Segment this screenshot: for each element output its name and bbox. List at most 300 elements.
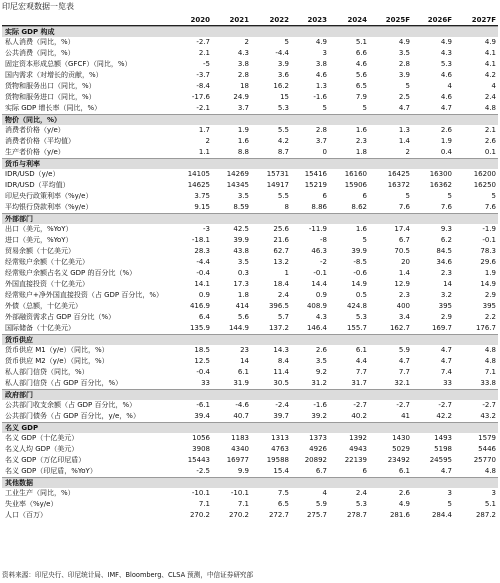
table-row: [2, 59, 498, 70]
value-cell: 19588: [266, 456, 289, 464]
value-cell: 15731: [266, 170, 289, 178]
value-cell: [172, 478, 212, 488]
value-cell: 4.1: [484, 60, 496, 68]
value-cell: 5.3: [277, 104, 289, 112]
table-row: [2, 37, 498, 48]
value-cell: 12.5: [194, 357, 210, 365]
row-label: 货币供应 M1（y/e）（同比，%）: [5, 346, 109, 354]
value-cell: -8.4: [196, 82, 210, 90]
row-label: 货币供应 M2（y/e）（同比，%）: [5, 357, 109, 365]
value-cell: 3: [322, 49, 327, 57]
value-cell: [412, 214, 454, 224]
value-cell: 18: [240, 82, 249, 90]
macro-data-table: [2, 14, 498, 521]
value-cell: 4.9: [398, 38, 410, 46]
value-cell: 5: [405, 82, 410, 90]
value-cell: -0.4: [196, 368, 210, 376]
value-cell: 169.7: [431, 324, 452, 332]
value-cell: 39.4: [194, 412, 210, 420]
header-year-cell: 2025F: [385, 16, 410, 24]
value-cell: 6.7: [315, 467, 327, 475]
row-label: 实际 GDP 增长率（同比，%）: [5, 104, 102, 112]
value-cell: 135.9: [189, 324, 210, 332]
table-row: [2, 499, 498, 510]
value-cell: 1.9: [440, 137, 452, 145]
value-cell: 14: [240, 357, 249, 365]
value-cell: [291, 27, 329, 37]
value-cell: 33.8: [480, 379, 496, 387]
value-cell: 13.2: [273, 258, 289, 266]
value-cell: 16200: [473, 170, 496, 178]
value-cell: 22139: [344, 456, 367, 464]
value-cell: -2.7: [396, 401, 410, 409]
row-label: 公共部门债务（占 GDP 百分比，y/e，%）: [5, 412, 140, 420]
value-cell: 3.7: [315, 137, 327, 145]
value-cell: 1392: [349, 434, 367, 442]
value-cell: 1.8: [237, 291, 249, 299]
table-row: [2, 180, 498, 191]
value-cell: [212, 115, 251, 125]
value-cell: 0.4: [440, 148, 452, 156]
value-cell: [212, 214, 251, 224]
value-cell: [369, 27, 412, 37]
row-label: 固定资本形成总额（GFCF）（同比，%）: [5, 60, 132, 68]
value-cell: 2.8: [315, 126, 327, 134]
value-cell: 14.4: [311, 280, 327, 288]
value-cell: 31.7: [351, 379, 367, 387]
value-cell: 4.2: [484, 71, 496, 79]
value-cell: [291, 159, 329, 169]
table-row: [2, 488, 498, 499]
value-cell: 14.3: [273, 346, 289, 354]
value-cell: 31.2: [311, 379, 327, 387]
value-cell: 18.4: [273, 280, 289, 288]
value-cell: [412, 27, 454, 37]
value-cell: 5198: [434, 445, 452, 453]
value-cell: 4.8: [484, 467, 496, 475]
row-label: IDR/USD（y/e）: [5, 170, 60, 178]
value-cell: -10.1: [191, 489, 210, 497]
row-label: 印尼央行政策利率（%y/e）: [5, 192, 93, 200]
table-row: [2, 235, 498, 246]
value-cell: 4.7: [398, 104, 410, 112]
value-cell: 1.4: [398, 137, 410, 145]
value-cell: 1056: [192, 434, 210, 442]
value-cell: 16.2: [273, 82, 289, 90]
row-label: 生产者价格（y/e）: [5, 148, 65, 156]
table-row: [2, 268, 498, 279]
section-title: 其他数据: [5, 479, 33, 487]
value-cell: 5: [447, 192, 452, 200]
value-cell: 9.2: [315, 368, 327, 376]
value-cell: [212, 390, 251, 400]
value-cell: 7.7: [355, 368, 367, 376]
section-title: 政府部门: [5, 391, 33, 399]
value-cell: 24595: [429, 456, 452, 464]
value-cell: 15416: [304, 170, 327, 178]
table-row: [2, 103, 498, 114]
value-cell: [454, 115, 498, 125]
value-cell: 4.6: [315, 71, 327, 79]
value-cell: 5.1: [484, 500, 496, 508]
value-cell: [212, 27, 251, 37]
section-title: 实际 GDP 构成: [5, 28, 55, 36]
value-cell: 1: [284, 269, 289, 277]
row-label: 贸易余额（十亿美元）: [5, 247, 75, 255]
row-label: 名义 GDP（印尼盾，%YoY）: [5, 467, 97, 475]
header-year-cell: 2023: [307, 16, 327, 24]
value-cell: 42.5: [233, 225, 249, 233]
value-cell: 5: [322, 104, 327, 112]
table-row: [2, 136, 498, 147]
value-cell: [251, 214, 291, 224]
value-cell: 3.5: [237, 192, 249, 200]
value-cell: 9.15: [194, 203, 210, 211]
row-label: 公共消费（同比，%）: [5, 49, 75, 57]
value-cell: 176.7: [475, 324, 496, 332]
value-cell: 4.3: [237, 49, 249, 57]
value-cell: 4: [447, 82, 452, 90]
value-cell: 5.3: [355, 500, 367, 508]
value-cell: 2.8: [237, 71, 249, 79]
row-label: 经常账户余额（十亿美元）: [5, 258, 89, 266]
section-title: 货币与利率: [5, 160, 40, 168]
value-cell: 9.3: [440, 225, 452, 233]
value-cell: 6: [362, 467, 367, 475]
row-label: 外部融资需求占 GDP 百分比（%）: [5, 313, 116, 321]
header-year-cell: 2022: [269, 16, 289, 24]
row-label: 公共部门收支余额（占 GDP 百分比，%）: [5, 401, 137, 409]
table-row: [2, 81, 498, 92]
value-cell: 16362: [429, 181, 452, 189]
table-row: [2, 169, 498, 180]
value-cell: 46.3: [311, 247, 327, 255]
value-cell: 5.9: [315, 500, 327, 508]
value-cell: [212, 159, 251, 169]
value-cell: 20: [401, 258, 410, 266]
value-cell: -0.1: [313, 269, 327, 277]
value-cell: [329, 214, 369, 224]
value-cell: 424.8: [346, 302, 367, 310]
value-cell: 2.1: [484, 126, 496, 134]
table-row: [2, 257, 498, 268]
value-cell: -0.6: [353, 269, 367, 277]
value-cell: 7.6: [440, 203, 452, 211]
value-cell: 43.8: [233, 247, 249, 255]
row-label: 人口（百万）: [5, 511, 47, 519]
value-cell: [369, 390, 412, 400]
value-cell: 4.8: [484, 104, 496, 112]
value-cell: 6.5: [277, 500, 289, 508]
value-cell: 2: [244, 38, 249, 46]
value-cell: [412, 335, 454, 345]
value-cell: 4.9: [484, 38, 496, 46]
value-cell: 4.3: [440, 49, 452, 57]
value-cell: 24.9: [233, 93, 249, 101]
value-cell: 8.8: [237, 148, 249, 156]
value-cell: 270.2: [189, 511, 210, 519]
value-cell: 1373: [309, 434, 327, 442]
value-cell: 4.8: [484, 357, 496, 365]
table-row: [2, 400, 498, 411]
table-row: [2, 224, 498, 235]
value-cell: [212, 335, 251, 345]
value-cell: 5.5: [277, 126, 289, 134]
value-cell: 14269: [226, 170, 249, 178]
value-cell: -2.1: [196, 104, 210, 112]
value-cell: -4.4: [196, 258, 210, 266]
value-cell: 2.3: [440, 269, 452, 277]
value-cell: 14625: [187, 181, 210, 189]
value-cell: 3.5: [315, 357, 327, 365]
table-row: [2, 246, 498, 257]
value-cell: [329, 159, 369, 169]
value-cell: 16372: [387, 181, 410, 189]
value-cell: [412, 115, 454, 125]
value-cell: [454, 27, 498, 37]
value-cell: -2.5: [196, 467, 210, 475]
value-cell: 21.6: [273, 236, 289, 244]
value-cell: 14: [443, 280, 452, 288]
value-cell: -1.6: [313, 93, 327, 101]
value-cell: 2.8: [398, 60, 410, 68]
section-header-row: [2, 158, 498, 169]
value-cell: 7.1: [198, 500, 210, 508]
value-cell: [172, 390, 212, 400]
table-row: [2, 455, 498, 466]
value-cell: 1183: [231, 434, 249, 442]
value-cell: 396.5: [268, 302, 289, 310]
value-cell: 3.2: [440, 291, 452, 299]
value-cell: 1.8: [355, 148, 367, 156]
row-label: 消费者价格（平均值）: [5, 137, 75, 145]
section-header-row: [2, 389, 498, 400]
value-cell: 6.7: [398, 236, 410, 244]
value-cell: 31.9: [233, 379, 249, 387]
row-label: 私人部门信贷（占 GDP 百分比，%）: [5, 379, 123, 387]
value-cell: 14917: [266, 181, 289, 189]
value-cell: 16160: [344, 170, 367, 178]
table-row: [2, 345, 498, 356]
table-row: [2, 279, 498, 290]
value-cell: [291, 214, 329, 224]
value-cell: 7.7: [398, 368, 410, 376]
row-label: 进口（美元，%YoY）: [5, 236, 73, 244]
value-cell: 284.4: [431, 511, 452, 519]
value-cell: 2.3: [398, 291, 410, 299]
value-cell: 3.8: [237, 60, 249, 68]
table-row: [2, 367, 498, 378]
value-cell: 3.5: [398, 49, 410, 57]
value-cell: 0.3: [237, 269, 249, 277]
value-cell: 4.9: [440, 38, 452, 46]
value-cell: [172, 214, 212, 224]
value-cell: 3908: [192, 445, 210, 453]
value-cell: 9.9: [237, 467, 249, 475]
value-cell: 2.6: [315, 346, 327, 354]
table-row: [2, 191, 498, 202]
value-cell: [291, 115, 329, 125]
value-cell: [251, 159, 291, 169]
value-cell: 5446: [478, 445, 496, 453]
value-cell: 278.7: [346, 511, 367, 519]
value-cell: 39.7: [273, 412, 289, 420]
value-cell: 34.6: [436, 258, 452, 266]
value-cell: [251, 115, 291, 125]
value-cell: 8.7: [277, 148, 289, 156]
row-label: 经常账户+净外国直接投资（占 GDP 百分比，%）: [5, 291, 164, 299]
table-row: [2, 411, 498, 422]
value-cell: [291, 478, 329, 488]
value-cell: 4.6: [440, 71, 452, 79]
value-cell: 4.3: [315, 313, 327, 321]
value-cell: 5: [491, 192, 496, 200]
value-cell: [212, 423, 251, 433]
value-cell: 2.3: [355, 137, 367, 145]
value-cell: 416.9: [189, 302, 210, 310]
value-cell: 144.9: [228, 324, 249, 332]
value-cell: 62.7: [273, 247, 289, 255]
row-label: 外国直接投资（十亿美元）: [5, 280, 89, 288]
value-cell: 41: [401, 412, 410, 420]
row-label: 失业率（%y/e）: [5, 500, 58, 508]
table-row: [2, 48, 498, 59]
value-cell: 3.75: [194, 192, 210, 200]
value-cell: 281.6: [389, 511, 410, 519]
value-cell: 28.3: [194, 247, 210, 255]
value-cell: 287.2: [475, 511, 496, 519]
value-cell: 5.9: [398, 346, 410, 354]
value-cell: 4.7: [440, 104, 452, 112]
value-cell: 2.2: [484, 313, 496, 321]
value-cell: -17.6: [191, 93, 210, 101]
value-cell: 7.1: [484, 368, 496, 376]
value-cell: 155.7: [346, 324, 367, 332]
value-cell: [291, 390, 329, 400]
value-cell: 3.8: [315, 60, 327, 68]
value-cell: 2.9: [440, 313, 452, 321]
value-cell: 4.7: [440, 467, 452, 475]
value-cell: 4.9: [315, 38, 327, 46]
value-cell: 14.9: [351, 280, 367, 288]
value-cell: 6.1: [355, 346, 367, 354]
value-cell: 3.9: [398, 71, 410, 79]
table-row: [2, 433, 498, 444]
value-cell: 3.4: [398, 313, 410, 321]
value-cell: [251, 423, 291, 433]
value-cell: [291, 423, 329, 433]
value-cell: 70.5: [394, 247, 410, 255]
table-row: [2, 323, 498, 334]
section-title: 名义 GDP: [5, 424, 39, 432]
value-cell: [454, 390, 498, 400]
value-cell: 43.2: [480, 412, 496, 420]
value-cell: 7.5: [277, 489, 289, 497]
row-label: 货物和服务出口（同比，%）: [5, 82, 96, 90]
value-cell: 8.62: [351, 203, 367, 211]
value-cell: 162.7: [389, 324, 410, 332]
value-cell: [454, 478, 498, 488]
value-cell: 33: [201, 379, 210, 387]
value-cell: 4.7: [440, 357, 452, 365]
value-cell: 1.6: [237, 137, 249, 145]
header-label-cell: [2, 14, 172, 25]
header-year-cell: 2026F: [427, 16, 452, 24]
value-cell: 275.7: [306, 511, 327, 519]
value-cell: [291, 335, 329, 345]
value-cell: 2.5: [398, 93, 410, 101]
value-cell: 8.59: [233, 203, 249, 211]
value-cell: 14.9: [480, 280, 496, 288]
value-cell: 5: [447, 500, 452, 508]
value-cell: 16977: [226, 456, 249, 464]
section-title: 物价（同比，%）: [5, 116, 62, 124]
value-cell: 7.6: [398, 203, 410, 211]
value-cell: -8.5: [353, 258, 367, 266]
value-cell: -18.1: [191, 236, 210, 244]
value-cell: 17.3: [233, 280, 249, 288]
value-cell: 2.4: [355, 489, 367, 497]
row-label: 出口（美元，%YoY）: [5, 225, 73, 233]
value-cell: 2.6: [440, 126, 452, 134]
value-cell: [251, 478, 291, 488]
value-cell: 400: [396, 302, 410, 310]
value-cell: [172, 159, 212, 169]
value-cell: 23: [240, 346, 249, 354]
value-cell: 8.4: [277, 357, 289, 365]
value-cell: 8.86: [311, 203, 327, 211]
value-cell: -10.1: [230, 489, 249, 497]
table-row: [2, 510, 498, 521]
value-cell: 16250: [473, 181, 496, 189]
row-label: 外债（总额，十亿美元）: [5, 302, 82, 310]
value-cell: 3.7: [237, 104, 249, 112]
value-cell: 3.9: [277, 60, 289, 68]
value-cell: 4.6: [440, 93, 452, 101]
value-cell: -2.4: [275, 401, 289, 409]
value-cell: 29.6: [480, 258, 496, 266]
value-cell: -0.4: [196, 269, 210, 277]
value-cell: [172, 27, 212, 37]
source-note: 资料来源：印尼央行、印尼统计局、IMF、Bloomberg、CLSA 预测，中信证券研究部: [2, 571, 254, 579]
value-cell: 14.1: [194, 280, 210, 288]
table-row: [2, 356, 498, 367]
value-cell: 42.2: [436, 412, 452, 420]
value-cell: 7.4: [440, 368, 452, 376]
value-cell: 5029: [392, 445, 410, 453]
value-cell: [454, 159, 498, 169]
table-row: [2, 92, 498, 103]
row-label: 货物和服务进口（同比，%）: [5, 93, 96, 101]
value-cell: 5.3: [355, 313, 367, 321]
value-cell: 14345: [226, 181, 249, 189]
value-cell: [251, 390, 291, 400]
value-cell: 1.9: [237, 126, 249, 134]
value-cell: [251, 27, 291, 37]
value-cell: 1.7: [198, 126, 210, 134]
value-cell: 30.5: [273, 379, 289, 387]
header-year-cell: 2024: [347, 16, 367, 24]
value-cell: 6.4: [198, 313, 210, 321]
value-cell: [369, 478, 412, 488]
header-year-cell: 2027F: [471, 16, 496, 24]
value-cell: 32.1: [394, 379, 410, 387]
value-cell: 23492: [387, 456, 410, 464]
value-cell: 5.6: [355, 71, 367, 79]
section-header-row: [2, 213, 498, 224]
value-cell: [369, 159, 412, 169]
section-title: 外部部门: [5, 215, 33, 223]
